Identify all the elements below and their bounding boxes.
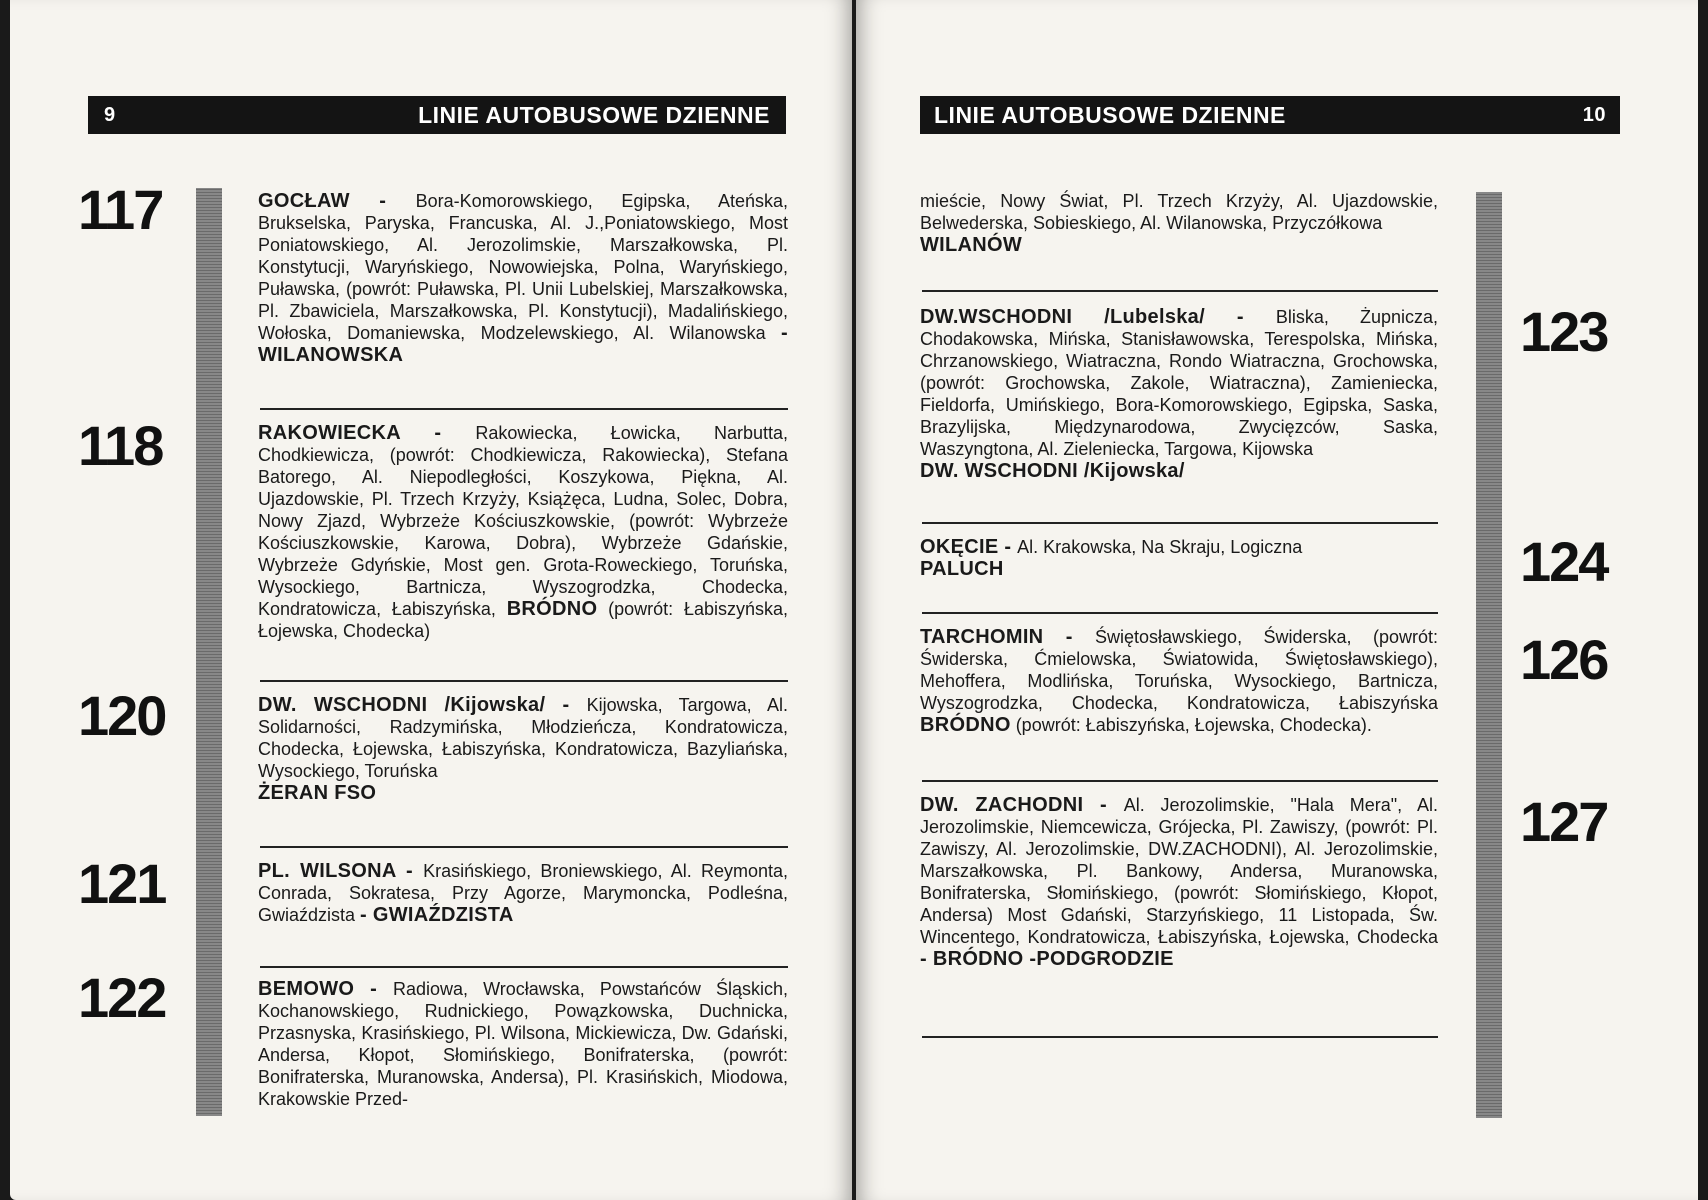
divider [260,846,788,848]
page-header [88,96,786,134]
page-number: 10 [1582,103,1606,126]
route-streets: Bora-Komorowskiego, Egipska, Ateńska, Brukselska, Paryska, Francuska, Al. J.,Poniatowskiego, Most Poniatowskiego, Al. Jerozolimskie, Marszałkowska, Pl. Konstytucji, Waryńskiego, Nowowiejska, Polna, Waryńskiego, Puławska, (powrót: Puławska, Pl. Unii Lubelskiej, Marszałkowska, Pl. Zbawiciela, Marszałkowska, Pl. Konstytucji), Madalińskiego, Wołoska, Domaniewska, Modzelewskiego, Al. Wilanowska [258,191,788,343]
route-streets: Al. Jerozolimskie, "Hala Mera", Al. Jerozolimskie, Niemcewicza, Grójecka, Pl. Zawiszy, (powrót: Pl. Zawiszy, Al. Jerozolimskie, DW.ZACHODNI), Al. Jerozolimskie, Marszałkowska, Pl. Bankowy, Andersa, Muranowska, Bonifraterska, Słomińskiego, (powrót: Słomińskiego, Kłopot, Andersa) Most Gdański, Starzyńskiego, 11 Listopada, Św. Wincentego, Kondratowicza, Łabiszyńska, Łojewska, Chodecka [920,795,1438,947]
route-streets: mieście, Nowy Świat, Pl. Trzech Krzyży, Al. Ujazdowskie, Belwederska, Sobieskiego, Al. Wilanowska, Przyczółkowa [920,191,1438,233]
route-number: 117 [78,178,163,241]
route-number: 120 [78,684,166,747]
route-number: 123 [1520,300,1608,363]
route-streets: Rakowiecka, Łowicka, Narbutta, Chodkiewicza, (powrót: Chodkiewicza, Rakowiecka), Stefana Batorego, Al. Niepodległości, Koszykowa, Piękna, Al. Ujazdowskie, Pl. Trzech Krzyży, Książęca, Ludna, Solec, Dobra, Nowy Zjazd, Wybrzeże Kościuszkowskie, (powrót: Wybrzeże Kościuszkowskie, Karowa, Dobra), Wybrzeże Gdańskie, Wybrzeże Gdyńskie, Most gen. Grota-Roweckiego, Toruńska, Wysockiego, Bartnicza, Wyszogrodzka, Chodecka, Kondratowicza, Łabiszyńska, [258,423,788,619]
route-start: GOCŁAW [258,190,350,212]
page-header [920,96,1620,134]
route-streets: Bliska, Żupnicza, Chodakowska, Mińska, Stanisławowska, Terespolska, Mińska, Chrzanowskiego, Wiatraczna, Rondo Wiatraczna, Grochowska, (powrót: Grochowska, Zakole, Wiatraczna), Zamieniecka, Fieldorfa, Umińskiego, Bora-Komorowskiego, Egipska, Saska, Brazylijska, Międzynarodowa, Zwycięzców, Saska, Waszyngtona, Al. Zieleniecka, Targowa, Kijowska [920,307,1438,459]
route-end: ŻERAN FSO [258,782,377,804]
route-end: WILANÓW [920,234,1023,256]
route-description: GOCŁAW - Bora-Komorowskiego, Egipska, Ateńska, Brukselska, Paryska, Francuska, Al. J.,Poniatowskiego, Most Poniatowskiego, Al. Jerozolimskie, Marszałkowska, Pl. Konstytucji, Waryńskiego, Nowowiejska, Polna, Waryńskiego, Puławska, (powrót: Puławska, Pl. Unii Lubelskiej, Marszałkowska, Pl. Zbawiciela, Marszałkowska, Pl. Konstytucji), Madalińskiego, Wołoska, Domaniewska, Modzelewskiego, Al. Wilanowska - WILANOWSKA [258,190,788,366]
route-description [258,978,788,1110]
route-description: DW. ZACHODNI - Al. Jerozolimskie, "Hala Mera", Al. Jerozolimskie, Niemcewicza, Grójecka, Pl. Zawiszy, (powrót: Pl. Zawiszy, Al. Jerozolimskie, DW.ZACHODNI), Al. Jerozolimskie, Marszałkowska, Pl. Bankowy, Andersa, Muranowska, Bonifraterska, Słomińskiego, (powrót: Słomińskiego, Kłopot, Andersa) Most Gdański, Starzyńskiego, 11 Listopada, Św. Wincentego, Kondratowicza, Łabiszyńska, Łojewska, Chodecka - BRÓDNO -PODGRODZIE [920,794,1438,970]
route-streets: Radiowa, Wrocławska, Powstańców Śląskich, Kochanowskiego, Rudnickiego, Powązkowska, Duchnicka, Przasnyska, Krasińskiego, Pl. Wilsona, Mickiewicza, Dw. Gdański, Andersa, Kłopot, Słomińskiego, Bonifraterska, (powrót: Bonifraterska, Muranowska, Andersa), Pl. Krasińskich, Miodowa, Krakowskie Przed- [258,979,788,1109]
route-number: 127 [1520,790,1608,853]
left-page [10,0,852,1200]
route-separator: - [545,694,587,716]
route-separator: - [1204,306,1276,328]
header-title: LINIE AUTOBUSOWE DZIENNE [418,101,770,128]
divider [922,290,1438,292]
route-start: DW. ZACHODNI [920,794,1084,816]
route-start: BEMOWO [258,978,355,1000]
route-streets: Kijowska, Targowa, Al. Solidarności, Radzymińska, Młodzieńcza, Kondratowicza, Chodecka, Łojewska, Łabiszyńska, Kondratowicza, Bazyliańska, Wysockiego, Toruńska [258,695,788,781]
route-streets: Świętosławskiego, Świderska, (powrót: Świderska, Ćmielowska, Światowida, Świętosławskiego), Mehoffera, Modlińska, Toruńska, Wysockiego, Bartnicza, Wyszogrodzka, Chodecka, Kondratowicza, Łabiszyńska [920,627,1438,713]
route-start: DW. WSCHODNI /Kijowska/ [258,694,546,716]
route-separator: - [395,860,424,882]
route-number: 118 [78,414,163,477]
route-separator: - [1083,794,1124,816]
divider [922,1036,1438,1038]
route-start: TARCHOMIN [920,626,1044,648]
route-description [920,626,1438,736]
route-start: RAKOWIECKA [258,422,401,444]
route-description [920,536,1438,580]
route-end: BRÓDNO [920,714,1011,736]
vertical-bar [1476,192,1502,1118]
divider [922,522,1438,524]
divider [922,780,1438,782]
route-description [258,694,788,804]
route-separator: - [998,536,1018,558]
route-start: OKĘCIE [920,536,999,558]
route-end: DW. WSCHODNI /Kijowska/ [920,460,1185,482]
route-streets: Krasińskiego, Broniewskiego, Al. Reymonta, Conrada, Sokratesa, Przy Agorze, Marymoncka, Podleśna, Gwiaździsta [258,861,788,925]
route-end: BRÓDNO [506,598,598,620]
route-description: PL. WILSONA - Krasińskiego, Broniewskiego, Al. Reymonta, Conrada, Sokratesa, Przy Agorze, Marymoncka, Podleśna, Gwiaździsta - GWIAŹDZISTA [258,860,788,926]
route-tail: (powrót: Łabiszyńska, Łojewska, Chodecka) [258,599,788,641]
right-page [856,0,1698,1200]
route-number: 122 [78,966,166,1029]
route-end: PALUCH [920,558,1004,580]
divider [922,612,1438,614]
route-continuation [920,190,1438,256]
route-number: 124 [1520,530,1608,593]
header-title: LINIE AUTOBUSOWE DZIENNE [934,101,1286,128]
page-number: 9 [104,103,116,126]
route-separator: - [354,978,394,1000]
route-end: WILANOWSKA [258,344,404,366]
divider [260,408,788,410]
route-tail: (powrót: Łabiszyńska, Łojewska, Chodecka). [1010,715,1372,735]
route-end: GWIAŹDZISTA [372,904,514,926]
route-description [258,422,788,642]
vertical-bar [196,188,222,1116]
divider [260,966,788,968]
route-start: PL. WILSONA [258,860,396,882]
divider [260,680,788,682]
route-description [920,306,1438,482]
route-separator: - [400,422,476,444]
route-start: DW.WSCHODNI /Lubelska/ [920,306,1205,328]
route-number: 121 [78,852,166,915]
route-number: 126 [1520,628,1608,691]
route-separator: - [1043,626,1095,648]
route-streets: Al. Krakowska, Na Skraju, Logiczna [1017,537,1303,557]
route-end: BRÓDNO -PODGRODZIE [932,948,1174,970]
route-separator: - [349,190,416,212]
